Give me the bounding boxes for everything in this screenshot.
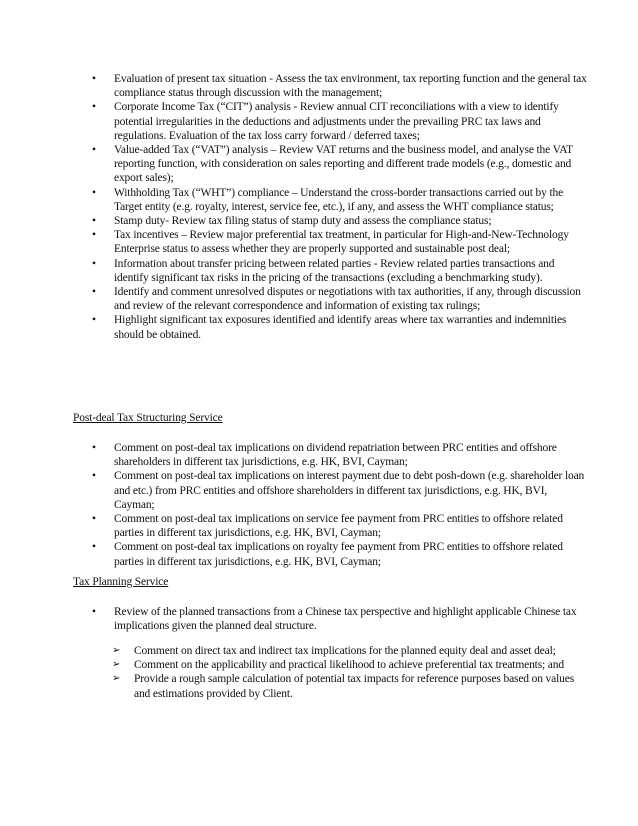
list-item: • Comment on post-deal tax implications on dividend repatriation between PRC entities and offshore shareholders in different tax jurisdictions, e.g. HK, BVI, Cayman; <box>0 441 638 469</box>
due-diligence-scope-list <box>0 72 638 342</box>
sub-list-item-text: Provide a rough sample calculation of potential tax impacts for reference purposes based on values and estimations provided by Client. <box>134 673 575 700</box>
sub-list-item <box>0 644 638 658</box>
list-item: • Information about transfer pricing between related parties - Review related parties transactions and identify significant tax risks in the pricing of the transactions (excluding a benchmarking study). <box>0 257 638 285</box>
list-item: • Review of the planned transactions from a Chinese tax perspective and highlight applicable Chinese tax implications given the planned deal structure. <box>0 605 638 633</box>
arrow-bullet-icon: ➢ <box>112 645 121 656</box>
post-deal-list <box>0 441 638 569</box>
list-item: • Stamp duty- Review tax filing status of stamp duty and assess the compliance status; <box>0 214 638 228</box>
list-item: • Evaluation of present tax situation - Assess the tax environment, tax reporting function and the general tax compliance status through discussion with the management; <box>0 72 638 100</box>
arrow-bullet-icon: ➢ <box>112 659 121 671</box>
list-item: • Comment on post-deal tax implications on royalty fee payment from PRC entities to offshore related parties in different tax jurisdictions, e.g. HK, BVI, Cayman; <box>0 540 638 568</box>
list-item: • Value-added Tax (“VAT”) analysis – Review VAT returns and the business model, and analyse the VAT reporting function, with consideration on sales reporting and different trade models (e.g., domestic and export sales); <box>0 143 638 186</box>
section-heading-post-deal: Post-deal Tax Structuring Service <box>73 412 223 424</box>
list-item: • Comment on post-deal tax implications on service fee payment from PRC entities to offshore related parties in different tax jurisdictions, e.g. HK, BVI, Cayman; <box>0 512 638 540</box>
sub-list-item <box>0 658 638 672</box>
list-item: • Identify and comment unresolved disputes or negotiations with tax authorities, if any, through discussion and review of the relevant correspondence and information of existing tax rulings; <box>0 285 638 313</box>
tax-planning-sub-list <box>0 644 638 701</box>
list-item: • Corporate Income Tax (“CIT”) analysis - Review annual CIT reconciliations with a view to identify potential irregularities in the deductions and adjustments under the prevailing PRC tax laws and regulations. Evaluation of the tax loss carry forward / deferred taxes; <box>0 100 638 143</box>
list-item: • Tax incentives – Review major preferential tax treatment, in particular for High-and-New-Technology Enterprise status to assess whether they are properly supported and sustainable post deal; <box>0 228 638 256</box>
sub-list-item-text: Comment on the applicability and practical likelihood to achieve preferential tax treatments; and <box>134 659 564 672</box>
arrow-bullet-icon: ➢ <box>112 673 121 685</box>
tax-planning-list <box>0 605 638 633</box>
sub-list-item-text: Comment on direct tax and indirect tax implications for the planned equity deal and asset deal; <box>134 645 556 657</box>
section-heading-tax-planning: Tax Planning Service <box>73 576 169 588</box>
list-item: • Withholding Tax (“WHT”) compliance – Understand the cross-border transactions carried out by the Target entity (e.g. royalty, interest, service fee, etc.), if any, and assess the WHT compliance status; <box>0 186 638 214</box>
list-item: • Highlight significant tax exposures identified and identify areas where tax warranties and indemnities should be obtained. <box>0 313 638 341</box>
list-item: • Comment on post-deal tax implications on interest payment due to debt posh-down (e.g. shareholder loan and etc.) from PRC entities and offshore shareholders in different tax jurisdictions, e.g. HK, BVI, Cayman; <box>0 469 638 512</box>
sub-list-item <box>0 672 638 700</box>
